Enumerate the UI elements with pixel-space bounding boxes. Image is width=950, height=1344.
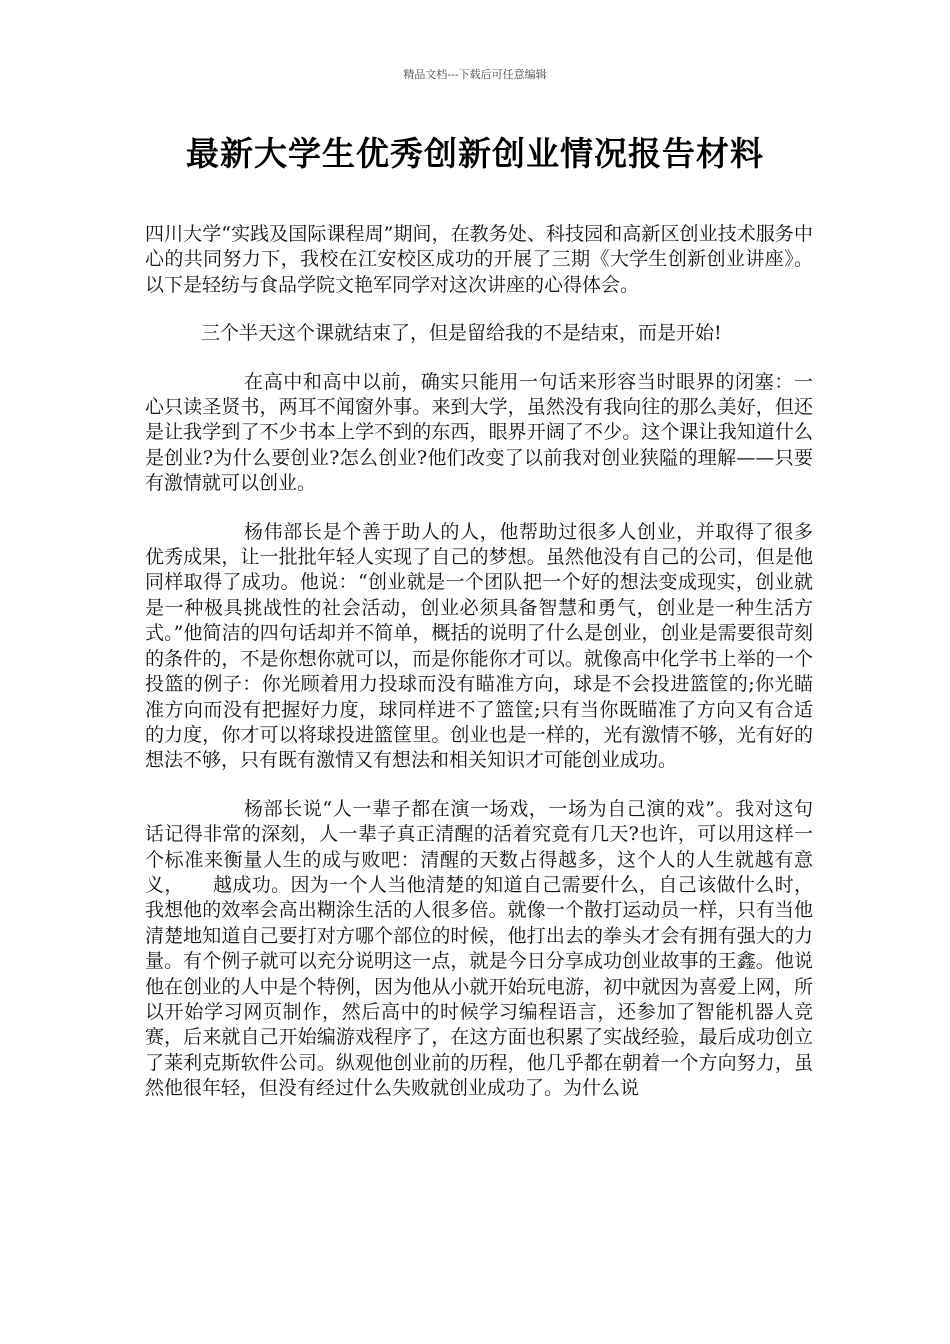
paragraph-yang-quote: 杨部长说“人一辈子都在演一场戏，一场为自己演的戏”。我对这句话记得非常的深刻，人一辈子真正清醒的活着究竟有几天?也许，可以用这样一个标准来衡量人生的成与败吧：清醒的天数占得越多，这个人的人生就越有意义， 越成功。因为一个人当他清楚的知道自己需要什么，自己该做什么时，我想他的效率会高出糊涂生活的人很多倍。就像一个散打运动员一样，只有当他清楚地知道自己要打对方哪个部位的时候，他打出去的拳头才会有拥有强大的力量。有个例子就可以充分说明这一点，就是今日分享成功创业故事的王鑫。他说他在创业的人中是个特例，因为他从小就开始玩电游，初中就因为喜爱上网，所以开始学习网页制作，然后高中的时候学习编程语言，还参加了智能机器人竞赛，后来就自己开始编游戏程序了，在这方面也积累了实战经验，最后成功创立了莱利克斯软件公司。纵观他创业前的历程，他几乎都在朝着一个方向努力，虽然他很年轻，但没有经过什么失败就创业成功了。为什么说 [145, 797, 813, 1100]
header-note: 精品文档---下载后可任意编辑 [403, 68, 547, 81]
paragraph-opening: 三个半天这个课就结束了，但是留给我的不是结束，而是开始! [201, 322, 722, 345]
paragraph-yang-wei: 杨伟部长是个善于助人的人，他帮助过很多人创业，并取得了很多优秀成果，让一批批年轻人实现了自己的梦想。虽然他没有自己的公司，但是他同样取得了成功。他说：“创业就是一个团队把一个好的想法变成现实，创业就是一种极具挑战性的社会活动，创业必须具备智慧和勇气，创业是一种生活方式。”他简洁的四句话却并不简单，概括的说明了什么是创业，创业是需要很苛刻的条件的，不是你想你就可以，而是你能你才可以。就像高中化学书上举的一个投篮的例子：你光顾着用力投球而没有瞄准方向，球是不会投进篮筐的;你光瞄准方向而没有把握好力度，球同样进不了篮筐;只有当你既瞄准了方向又有合适的力度，你才可以将球投进篮筐里。创业也是一样的，光有激情不够，光有好的想法不够，只有既有激情又有想法和相关知识才可能创业成功。 [145, 520, 813, 772]
paragraph-intro: 四川大学“实践及国际课程周”期间，在教务处、科技园和高新区创业技术服务中心的共同努力下，我校在江安校区成功的开展了三期《大学生创新创业讲座》。以下是轻纺与食品学院文艳军同学对这次讲座的心得体会。 [145, 223, 813, 296]
document-body [145, 222, 813, 1102]
document-title: 最新大学生优秀创新创业情况报告材料 [186, 134, 764, 173]
paragraph-reflection: 在高中和高中以前，确实只能用一句话来形容当时眼界的闭塞：一心只读圣贤书，两耳不闻窗外事。来到大学，虽然没有我向往的那么美好，但还是让我学到了不少书本上学不到的东西，眼界开阔了不少。这个课让我知道什么是创业?为什么要创业?怎么创业?他们改变了以前我对创业狭隘的理解——只要有激情就可以创业。 [145, 370, 813, 495]
